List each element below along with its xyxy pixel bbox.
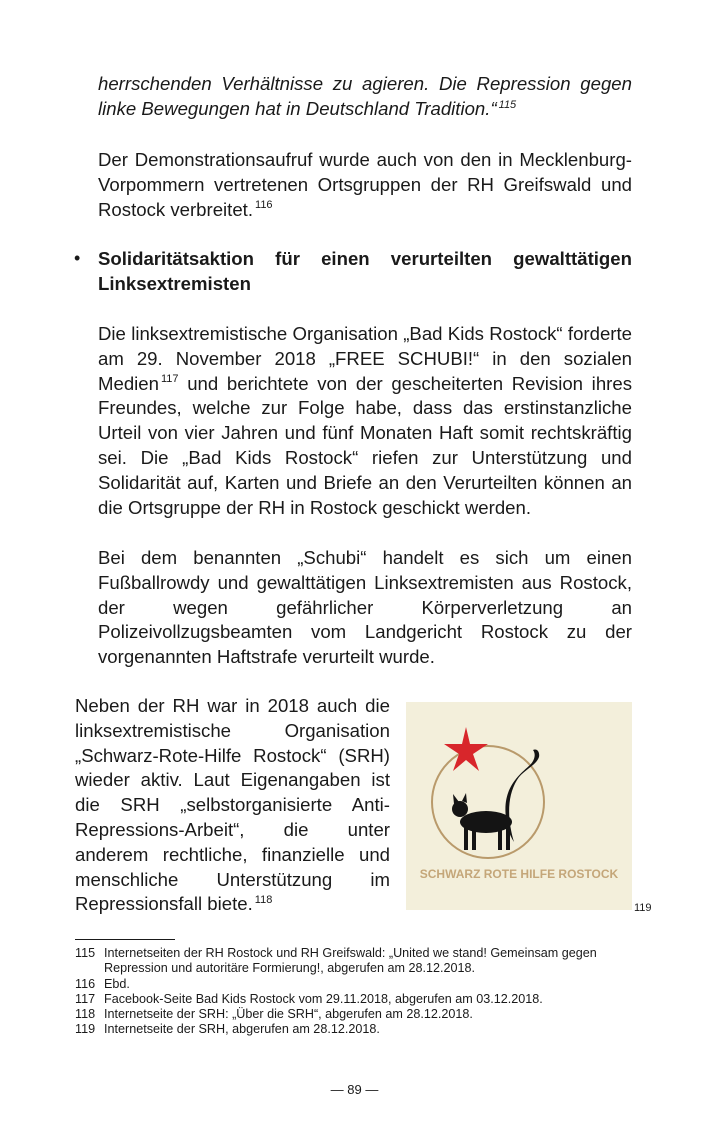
srh-logo-graphic bbox=[406, 702, 632, 910]
footnote-divider bbox=[75, 939, 175, 940]
footnote-item bbox=[75, 1007, 655, 1022]
footnote-item bbox=[75, 1022, 655, 1037]
paragraph-bad-kids-text-b: und berichtete von der gescheiterten Revision ihres Freundes, welche zur Folge habe, dass das erstinstanzliche Urteil von vier Jahren und fünf Monaten Haft somit rechtskräftig sei. Die „Bad Kids Rostock“ riefen zur Unterstützung und Solidarität auf, Karten und Briefe an den Verurteilten können an die Ortsgruppe der RH in Rostock geschickt werden. bbox=[98, 372, 632, 518]
paragraph-quote bbox=[98, 72, 632, 122]
logo-ring bbox=[432, 746, 544, 858]
black-cat-icon bbox=[452, 749, 539, 850]
footnote-ref-117[interactable]: 117 bbox=[160, 373, 179, 386]
red-star-icon bbox=[444, 727, 488, 771]
paragraph-quote-text: herrschenden Verhältnisse zu agieren. Die Repression gegen linke Bewegungen hat in Deutschland Tradition.“ bbox=[98, 73, 632, 119]
paragraph-schubi-text: Bei dem benannten „Schubi“ handelt es sich um einen Fußballrowdy und gewalttätigen Linksextremisten aus Rostock, der wegen gefährlicher Körperverletzung an Polizeivollzugsbeamten vom Landgericht Rostock zu der vorgenannten Haftstrafe verurteilt wurde. bbox=[98, 547, 632, 668]
paragraph-demonstration-text: Der Demonstrationsaufruf wurde auch von den in Mecklenburg-Vorpommern vertretenen Ortsgruppen der RH Greifswald und Rostock verbreitet. bbox=[98, 149, 632, 220]
footnotes-list bbox=[75, 946, 655, 1038]
page-number: — 89 — bbox=[330, 1082, 379, 1097]
figure-footnote-ref-119[interactable]: 119 bbox=[634, 902, 652, 914]
paragraph-schubi bbox=[98, 546, 632, 670]
paragraph-srh-text: Neben der RH war in 2018 auch die linksextremistische Organisation „Schwarz-Rote-Hilfe Rostock“ (SRH) wieder aktiv. Laut Eigenangaben ist die SRH „selbstorganisierte Anti-Repressions-Arbeit“, die unter anderem rechtliche, finanzielle und menschliche Unterstützung im Repressionsfall biete. bbox=[75, 695, 390, 915]
paragraph-bad-kids bbox=[98, 322, 632, 520]
paragraph-demonstration bbox=[98, 148, 632, 222]
footnote-number: 117 bbox=[75, 991, 96, 1006]
bullet-icon: • bbox=[74, 248, 81, 268]
bullet-heading: Solidaritätsaktion für einen verurteilten gewalttätigen Linksextremisten bbox=[98, 248, 632, 294]
footnote-number: 118 bbox=[75, 1007, 96, 1022]
footnote-item bbox=[75, 946, 655, 977]
footnote-number: 119 bbox=[75, 1022, 96, 1037]
footnote-ref-118[interactable]: 118 bbox=[254, 894, 273, 907]
footnote-text: Ebd. bbox=[104, 976, 130, 991]
footnote-item bbox=[75, 977, 655, 992]
paragraph-srh bbox=[75, 694, 390, 917]
srh-logo-image bbox=[406, 702, 632, 910]
footnote-number: 115 bbox=[75, 946, 96, 960]
footnote-text: Facebook-Seite Bad Kids Rostock vom 29.11.2018, abgerufen am 03.12.2018. bbox=[104, 991, 543, 1006]
footnote-text: Internetseite der SRH, abgerufen am 28.12.2018. bbox=[104, 1022, 380, 1037]
paragraph-bad-kids-text-a: Die linksextremistische Organisation „Bad Kids Rostock“ forderte am 29. November 2018 „FREE SCHUBI!“ in den sozialen Medien bbox=[98, 323, 632, 394]
logo-caption: SCHWARZ ROTE HILFE ROSTOCK bbox=[419, 867, 619, 881]
footnote-text: Internetseiten der RH Rostock und RH Greifswald: „United we stand! Gemeinsam gegen Repression und autoritäre Formierung!, abgerufen am 28.12.2018. bbox=[104, 946, 597, 976]
footnote-item bbox=[75, 992, 655, 1007]
footnote-ref-116[interactable]: 116 bbox=[255, 199, 273, 212]
footnote-text: Internetseite der SRH: „Über die SRH“, abgerufen am 28.12.2018. bbox=[104, 1007, 473, 1022]
footnote-ref-115[interactable]: 115 bbox=[498, 98, 517, 111]
footnote-number: 116 bbox=[75, 976, 96, 991]
